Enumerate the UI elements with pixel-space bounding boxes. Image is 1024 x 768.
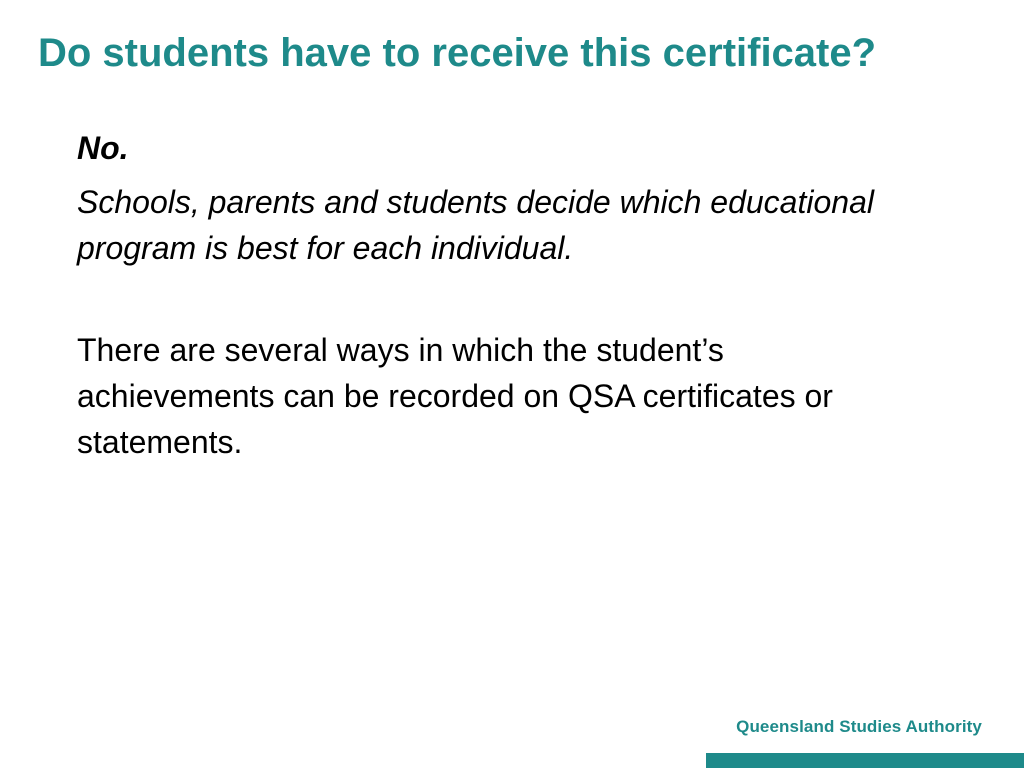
footer-accent-bar: [706, 753, 1024, 768]
slide-title: Do students have to receive this certificate?: [38, 31, 877, 75]
explanation-text: Schools, parents and students decide which educational program is best for each individual.: [77, 184, 874, 266]
brand-logo-text: Queensland Studies Authority: [736, 717, 982, 736]
answer-text: No.: [77, 130, 129, 166]
details-text: There are several ways in which the student’s achievements can be recorded on QSA certificates or statements.: [77, 332, 833, 460]
slide-body: [77, 125, 937, 465]
